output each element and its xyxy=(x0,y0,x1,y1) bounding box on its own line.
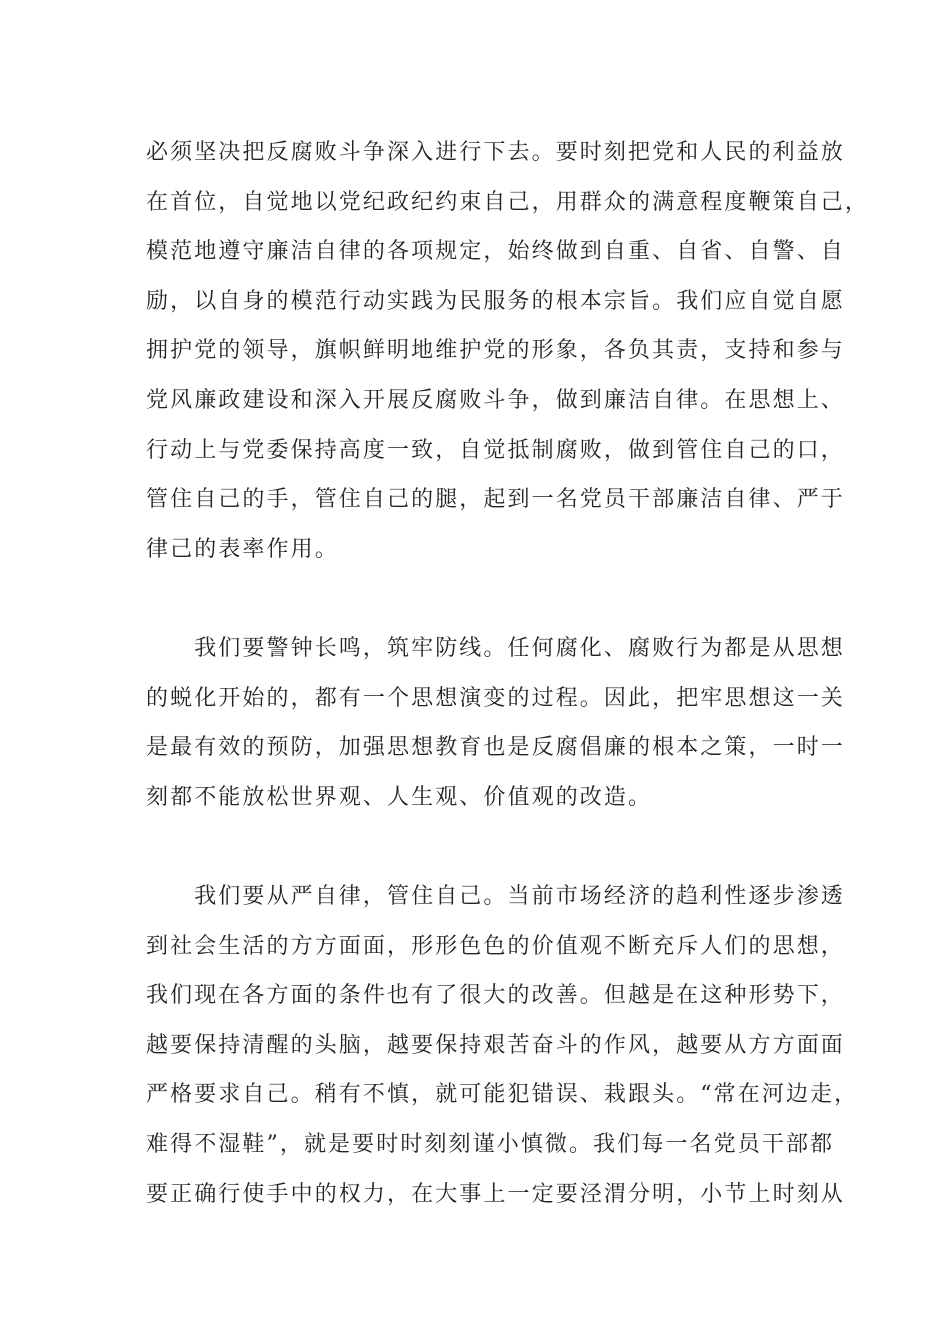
text-line: 律己的表率作用。 xyxy=(146,536,339,562)
paragraph xyxy=(146,128,870,574)
text-line: 越要保持清醒的头脑，越要保持艰苦奋斗的作风，越要从方方面面 xyxy=(146,1032,845,1058)
text-line: 必须坚决把反腐败斗争深入进行下去。要时刻把党和人民的利益放 xyxy=(146,140,845,165)
text-line: 模范地遵守廉洁自律的各项规定，始终做到自重、自省、自警、自 xyxy=(146,239,845,265)
paragraph xyxy=(146,872,859,1219)
text-line: 我们要警钟长鸣，筑牢防线。任何腐化、腐败行为都是从思想 xyxy=(146,636,845,661)
paragraph xyxy=(146,624,845,822)
text-line: 是最有效的预防，加强思想教育也是反腐倡廉的根本之策，一时一 xyxy=(146,735,845,761)
text-line: 在首位，自觉地以党纪政纪约束自己，用群众的满意程度鞭策自己， xyxy=(146,189,870,215)
text-line: 要正确行使手中的权力，在大事上一定要泾渭分明，小节上时刻从 xyxy=(146,1181,845,1207)
text-line: 到社会生活的方方面面，形形色色的价值观不断充斥人们的思想， xyxy=(146,933,845,959)
text-line: 党风廉政建设和深入开展反腐败斗争，做到廉洁自律。在思想上、 xyxy=(146,387,845,413)
text-line: 行动上与党委保持高度一致，自觉抵制腐败，做到管住自己的口， xyxy=(146,437,845,463)
text-line: 刻都不能放松世界观、人生观、价值观的改造。 xyxy=(146,784,653,810)
text-line: 我们现在各方面的条件也有了很大的改善。但越是在这种形势下， xyxy=(146,983,845,1009)
text-line: 我们要从严自律，管住自己。当前市场经济的趋利性逐步渗透 xyxy=(146,884,845,909)
text-line: 严格要求自己。稍有不慎，就可能犯错误、栽跟头。“常在河边走， xyxy=(146,1082,859,1108)
text-line: 难得不湿鞋”，就是要时时刻刻谨小慎微。我们每一名党员干部都 xyxy=(146,1131,835,1157)
text-line: 管住自己的手，管住自己的腿，起到一名党员干部廉洁自律、严于 xyxy=(146,487,845,513)
text-line: 的蜕化开始的，都有一个思想演变的过程。因此，把牢思想这一关 xyxy=(146,685,845,711)
text-line: 拥护党的领导，旗帜鲜明地维护党的形象，各负其责，支持和参与 xyxy=(146,338,845,364)
text-line: 励，以自身的模范行动实践为民服务的根本宗旨。我们应自觉自愿 xyxy=(146,288,845,314)
